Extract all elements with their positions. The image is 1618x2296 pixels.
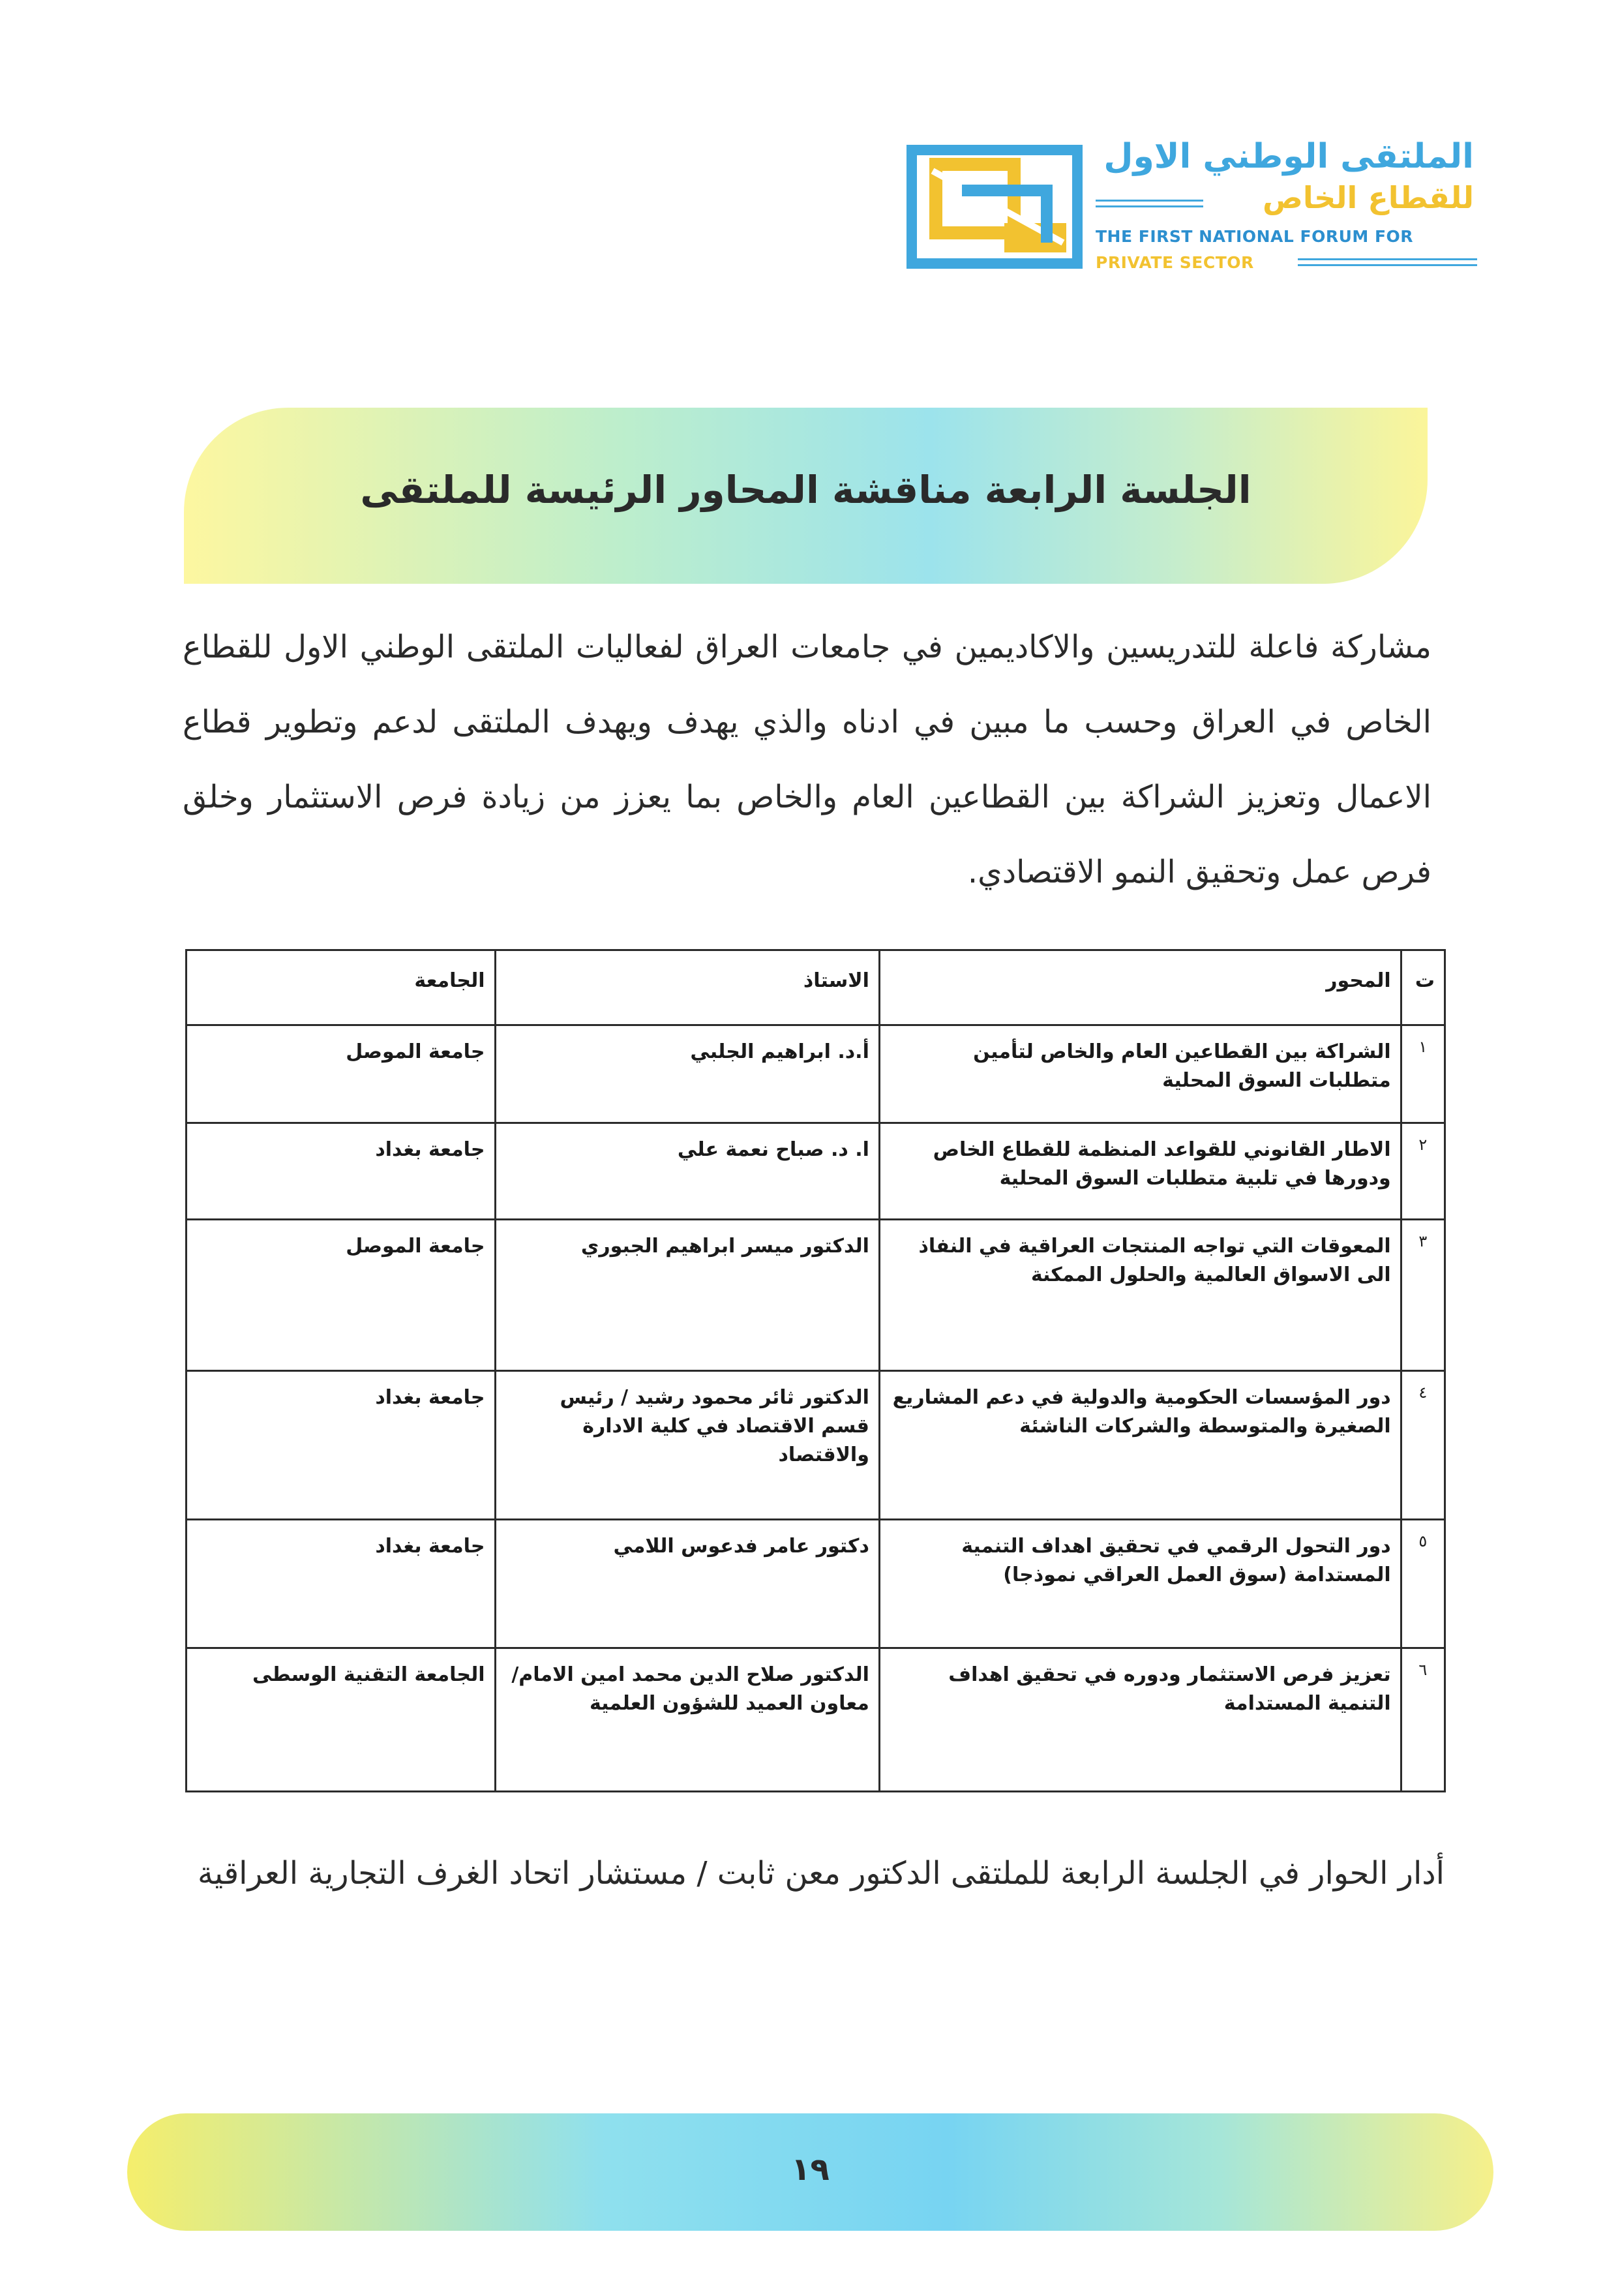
forum-logo-text — [1096, 137, 1487, 287]
row-professor: أ.د. ابراهيم الجلبي — [495, 1025, 879, 1123]
logo-arabic-line2: للقطاع الخاص — [1262, 180, 1474, 215]
header-num: ت — [1401, 950, 1445, 1025]
forum-logo-mark-icon — [906, 145, 1083, 269]
row-num: ١ — [1401, 1025, 1445, 1123]
row-axis: دور التحول الرقمي في تحقيق اهداف التنمية المستدامة (سوق العمل العراقي نموذجا) — [879, 1520, 1401, 1648]
intro-paragraph: مشاركة فاعلة للتدريسين والاكاديمين في جامعات العراق لفعاليات الملتقى الوطني الاول للقطاع الخاص في العراق وحسب ما مبين في ادناه والذي يهدف ويهدف الملتقى لدعم وتطوير قطاع الاعمال وتعزيز الشراكة بين القطاعين العام والخاص بما يعزز من زيادة فرص الاستثمار وخلق فرص عمل وتحقيق النمو الاقتصادي. — [183, 629, 1431, 890]
table-row — [187, 1220, 1445, 1371]
row-professor: الدكتور ثائر محمود رشيد / رئيس قسم الاقتصاد في كلية الادارة والاقتصاد — [495, 1371, 879, 1520]
row-university: الجامعة التقنية الوسطى — [187, 1648, 496, 1792]
page-number: ١٩ — [791, 2151, 830, 2188]
header-axis: المحور — [879, 950, 1401, 1025]
row-num: ٤ — [1401, 1371, 1445, 1520]
logo-english-line1: THE FIRST NATIONAL FORUM FOR — [1096, 227, 1414, 246]
row-professor: الدكتور صلاح الدين محمد امين الامام/ معاون العميد للشؤون العلمية — [495, 1648, 879, 1792]
row-num: ٦ — [1401, 1648, 1445, 1792]
closing-paragraph: أدار الحوار في الجلسة الرابعة للملتقى الدكتور معن ثابت / مستشار اتحاد الغرف التجارية العراقية — [197, 1855, 1445, 1892]
header-university: الجامعة — [187, 950, 496, 1025]
row-university: جامعة بغداد — [187, 1520, 496, 1648]
session-title: الجلسة الرابعة مناقشة المحاور الرئيسة للملتقى — [360, 468, 1251, 512]
row-axis: المعوقات التي تواجه المنتجات العراقية في النفاذ الى الاسواق العالمية والحلول الممكنة — [879, 1220, 1401, 1371]
logo-decor-line — [1096, 200, 1203, 202]
row-num: ٥ — [1401, 1520, 1445, 1648]
header-professor: الاستاذ — [495, 950, 879, 1025]
row-professor: دكتور عامر فدعوس اللامي — [495, 1520, 879, 1648]
row-university: جامعة الموصل — [187, 1025, 496, 1123]
table-row — [187, 1123, 1445, 1220]
session-banner — [184, 408, 1428, 584]
page-footer — [127, 2113, 1493, 2231]
table-row — [187, 1520, 1445, 1648]
row-professor: ا. د. صباح نعمة علي — [495, 1123, 879, 1220]
table-row — [187, 1648, 1445, 1792]
table-row — [187, 1025, 1445, 1123]
sessions-table — [185, 949, 1446, 1792]
row-axis: الشراكة بين القطاعين العام والخاص لتأمين متطلبات السوق المحلية — [879, 1025, 1401, 1123]
row-university: جامعة بغداد — [187, 1123, 496, 1220]
row-axis: الاطار القانوني للقواعد المنظمة للقطاع الخاص ودورها في تلبية متطلبات السوق المحلية — [879, 1123, 1401, 1220]
row-professor: الدكتور ميسر ابراهيم الجبوري — [495, 1220, 879, 1371]
row-university: جامعة بغداد — [187, 1371, 496, 1520]
row-num: ٢ — [1401, 1123, 1445, 1220]
row-num: ٣ — [1401, 1220, 1445, 1371]
table-header-row — [187, 950, 1445, 1025]
table-row — [187, 1371, 1445, 1520]
row-university: جامعة الموصل — [187, 1220, 496, 1371]
logo-english-line2: PRIVATE SECTOR — [1096, 253, 1254, 272]
forum-logo — [900, 137, 1487, 287]
logo-decor-line — [1298, 258, 1477, 260]
logo-arabic-line1: الملتقى الوطني الاول — [1103, 137, 1474, 176]
row-axis: تعزيز فرص الاستثمار ودوره في تحقيق اهداف التنمية المستدامة — [879, 1648, 1401, 1792]
row-axis: دور المؤسسات الحكومية والدولية في دعم المشاريع الصغيرة والمتوسطة والشركات الناشئة — [879, 1371, 1401, 1520]
